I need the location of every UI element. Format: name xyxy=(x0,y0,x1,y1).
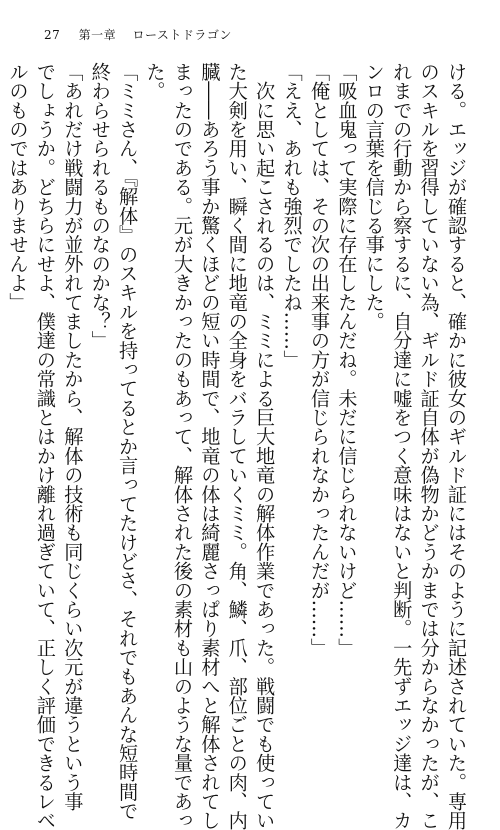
text-line-7: 「ええ、あれも強烈でしたね……」 xyxy=(280,62,304,370)
novel-body-text xyxy=(4,62,470,830)
text-line-10: 臓――あろう事か驚くほどの短い時間で、地竜の体は綺麗さっぱり素材へと解体されてし xyxy=(198,62,222,830)
text-line-5: 「吸血鬼って実際に存在したんだね。未だに信じられないけど……」 xyxy=(335,62,359,658)
text-line-11: まったのである。元が大きかったのもあって、解体された後の素材も山のような量であっ xyxy=(170,62,194,830)
text-line-13: 「ミミさん、『解体』のスキルを持ってるとか言ってたけどさ、それでもあんな短時間で xyxy=(116,62,140,821)
text-line-14: 終わらせられるものなのかな？」 xyxy=(88,62,112,350)
text-line-15: 「あれだけ戦闘力が並外れてましたから、解体の技術も同じくらい次元が違うという事 xyxy=(61,62,85,811)
text-line-1: ける。エッジが確認すると、確かに彼女のギルド証にはそのように記述されていた。専用 xyxy=(445,62,468,830)
text-line-2: のスキルを習得していない為、ギルド証自体が偽物かどうかまでは分からなかったが、こ xyxy=(417,62,441,830)
text-line-3: れまでの行動から察するに、自分達に嘘をつく意味はないと判断。一先ずエッジ達は、カ xyxy=(390,62,414,830)
text-line-6: 「俺としては、その次の出来事の方が信じられなかったんだが……」 xyxy=(307,62,331,658)
running-header xyxy=(44,26,232,43)
page-number: 27 xyxy=(44,28,61,42)
text-line-8: 次に思い起こされるのは、ミミによる巨大地竜の解体作業であった。戦闘でも使ってい xyxy=(253,62,277,830)
chapter-title: ローストドラゴン xyxy=(132,28,232,42)
text-line-4: ンロの言葉を信じる事にした。 xyxy=(362,62,386,331)
text-line-17: ルのものではありませんよ」 xyxy=(6,62,30,312)
text-line-9: た大剣を用い、瞬く間に地竜の全身をバラしていくミミ。角、鱗、爪、部位ごとの肉、内 xyxy=(225,62,249,830)
text-line-16: でしょうか。どちらにせよ、僕達の常識とはかけ離れ過ぎていて、正しく評価できるレベ xyxy=(33,62,57,830)
text-line-12: た。 xyxy=(143,62,167,101)
chapter-label: 第一章 xyxy=(78,28,117,42)
